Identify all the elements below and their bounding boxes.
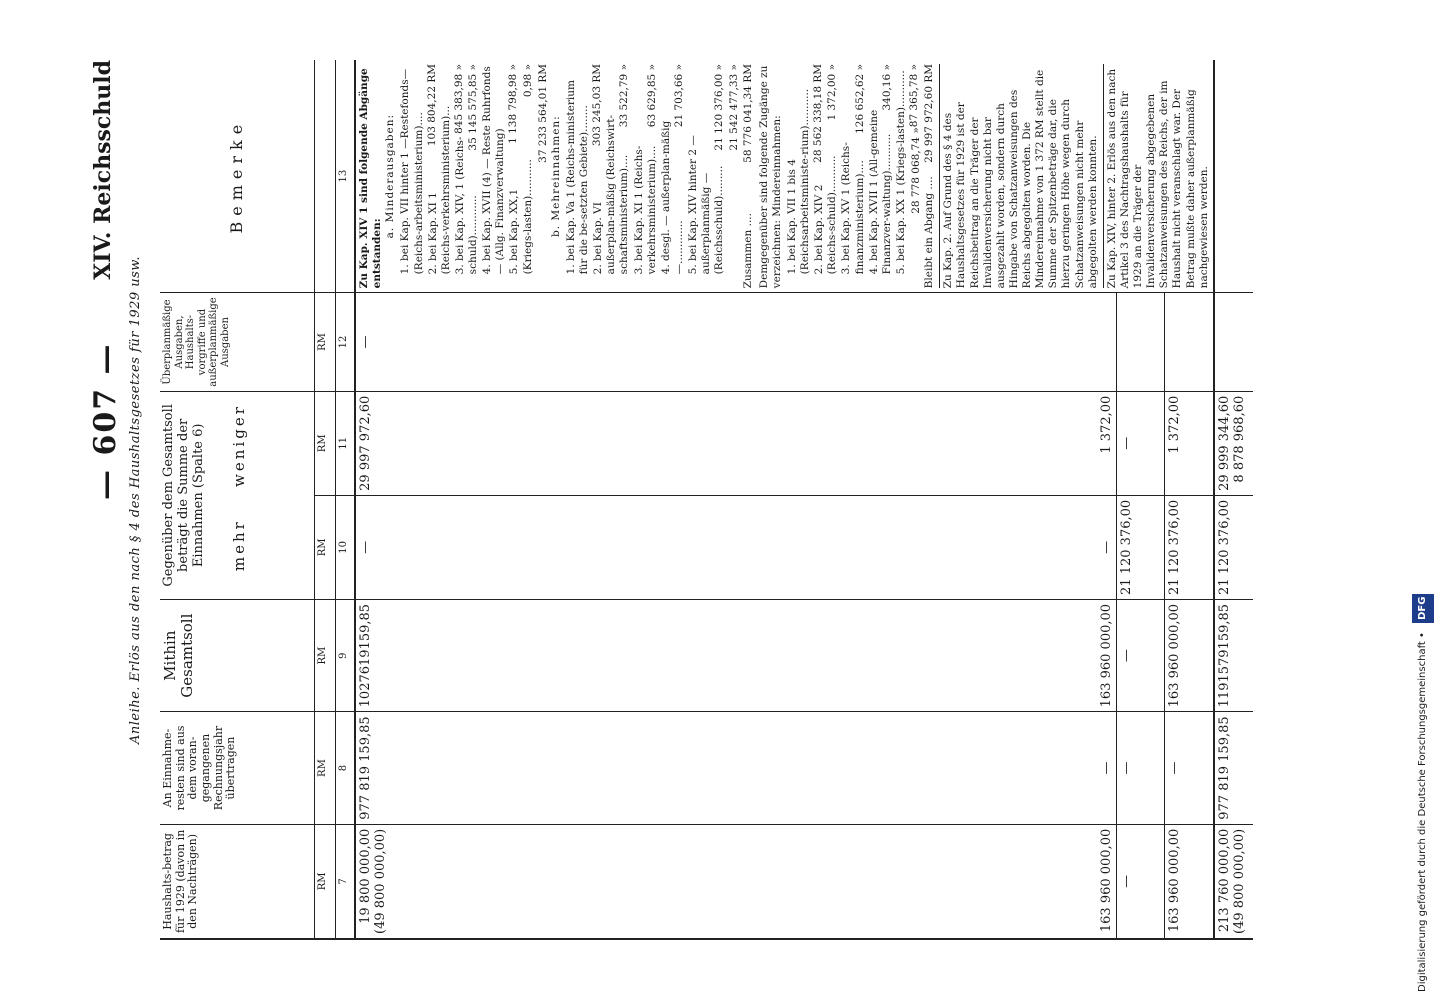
gtot-c8: 977 819 159,85	[1214, 712, 1253, 824]
tot-c10: 21 120 376,00	[1165, 495, 1214, 599]
remark-item-text: 3. bei Kap. XV 1 (Reichs-finanzministerium)....	[840, 142, 866, 275]
remarks-bleibt-value: 29 997 972,60 RM	[923, 64, 936, 163]
remark-item-value: 63 629,85 »	[645, 64, 658, 128]
remarks-zugaenge: Demgegenüber sind folgende Zugänge zu verzeichnen: Mindereinnahmen:	[757, 65, 783, 289]
remarks-b-heading: b. Mehreinnahmen:	[549, 115, 562, 238]
gtot-c7-cell	[1214, 824, 1253, 939]
page-number: — 607 —	[88, 342, 123, 500]
col-header-7: Haushalts-betrag für 1929 (davon in den Nachträgen)	[160, 824, 315, 939]
r1-c10: —	[355, 495, 425, 599]
remarks-a-heading: a. Minderausgaben:	[384, 113, 397, 239]
r2-c12	[425, 293, 1117, 391]
credit-text: Digitalisierung gefördert durch die Deutsche Forschungsgemeinschaft •	[1417, 632, 1428, 992]
remark-item-text: 2. bei Kap. VI außerplan-mäßig (Reichswirt-schaftsministerium)....	[592, 115, 631, 275]
remark-item-text: 3. bei Kap. XI 1 (Reichs-verkehrsministerium)....	[632, 145, 658, 275]
remark-item-text: 1. bei Kap. VII 1 bis 4 (Reichsarbeitsministe-rium)...........	[785, 88, 811, 275]
gtot-c12	[1214, 293, 1253, 391]
colnum-11: 11	[336, 391, 356, 495]
colnum-8: 8	[336, 712, 356, 824]
ledger-table	[160, 60, 1253, 940]
unit-12: RM	[315, 293, 336, 391]
tot-c12	[1165, 293, 1214, 391]
digitization-credit	[1412, 0, 1434, 1000]
col-header-10-11	[160, 391, 315, 599]
remarks-cell	[355, 60, 1214, 293]
remark-item-value: 1 372,00 »	[826, 64, 839, 121]
remark-item-value: 33 522,79 »	[618, 64, 631, 128]
remark-item	[564, 64, 604, 275]
table-row	[1214, 60, 1253, 939]
colnum-13: 13	[336, 60, 356, 293]
col-header-11: weniger	[229, 404, 248, 487]
remark-item-value: 126 652,62 »	[853, 64, 866, 134]
colnum-12: 12	[336, 293, 356, 391]
remark-item-value: 0,98 »	[521, 64, 534, 98]
unit-13	[315, 60, 336, 293]
r1-c12: —	[355, 293, 425, 391]
unit-9: RM	[315, 599, 336, 711]
unit-10: RM	[315, 495, 336, 599]
colnum-10: 10	[336, 495, 356, 599]
r3-c12	[1117, 293, 1165, 391]
remarks-divider	[939, 64, 940, 288]
gtot-c9: 1191579159,85	[1214, 599, 1253, 711]
gtot-c7b: (49 800 000,00)	[1231, 828, 1247, 934]
remark-item-text: 4. bei Kap. XVII (4) — Reste Ruhrfonds — (Allg. Finanzverwaltung)	[481, 66, 507, 275]
remarks-kap2: Zu Kap. 2. Auf Grund des § 4 des Haushaltsgesetzes für 1929 ist der Reichsbeitrag an die Träger der Invalidenversicherung nicht bar ausgezahlt worden, sondern durch Hingabe von Schatzanweisungen des Reichs abgegolten worden. Die Mindereinnahme von 1 372 RM stellt die Summe der Spitzenbeträge dar, die hierzu geringen Höhe wegen durch Schatzanweisungen nicht mehr abgegolten werden konnten.	[942, 69, 1099, 289]
r3-c10: 21 120 376,00	[1117, 495, 1165, 599]
unit-11: RM	[315, 391, 336, 495]
r1-c7b: (49 800 000,00)	[373, 828, 388, 934]
remark-item-value: 845 383,98 »	[452, 64, 465, 134]
remarks-b-sum: 21 542 477,33 »	[728, 64, 741, 151]
remark-item	[481, 64, 520, 275]
remark-item-text: 4. bei Kap. XVII 1 (All-gemeine Finanzver-waltung)...........	[867, 109, 893, 275]
remarks-kap14: Zu Kap. XIV, hinter 2. Erlös aus den nach Artikel 3 des Nachtragshaushalts für 1929 an die Träger der Invalidenversicherung abgegebenen Schatzanweisungen des Reichs, der im Haushalt nicht veranschlagt war. Der Betrag mußte daher außerplanmäßig nachgewiesen werden.	[1105, 68, 1210, 289]
remarks-bleibt-row	[923, 64, 936, 288]
r1-c11: 29 997 972,60	[355, 391, 425, 495]
remark-item-text: 1. bei Kap. VII hinter 1 —Restefonds—(Reichs-arbeitsministerium)....	[399, 68, 425, 275]
gtot-c11: 29 999 344,60	[1216, 395, 1232, 491]
colnum-9: 9	[336, 599, 356, 711]
remarks-intro: Zu Kap. XIV 1 sind folgende Abgänge entstanden:	[358, 68, 384, 289]
remark-item-text: 1. bei Kap. Va 1 (Reichs-ministerium für die be-setzten Gebiete)........	[564, 80, 590, 275]
remark-item-text: 5. bei Kap. XX 1 (Kriegs-lasten)...........	[894, 70, 907, 275]
tot-c11: 1 372,00	[1165, 391, 1214, 495]
remark-item-text: 4. desgl. — außerplan-mäßig —.............	[659, 120, 685, 275]
remarks-a-list	[399, 64, 534, 274]
remark-item	[868, 64, 894, 274]
remark-item-value: 28 562 338,18 RM	[812, 64, 825, 163]
remark-item-value: 103 804,22 RM	[425, 64, 438, 147]
remark-item	[687, 64, 726, 274]
r1-c9: 1027619159,85	[355, 599, 425, 711]
r2-c10: —	[425, 495, 1117, 599]
r3-c8: —	[1117, 712, 1165, 824]
tot-c7: 163 960 000,00	[1165, 824, 1214, 939]
col-header-8: An Einnahme-resten sind aus dem voran-gegangenen Rechnungsjahr übertragen	[160, 712, 315, 824]
r2-c11: 1 372,00	[425, 391, 1117, 495]
r3-c7: —	[1117, 824, 1165, 939]
remarks-b-list	[565, 64, 727, 274]
gtot-c11-cell	[1214, 391, 1253, 495]
remark-item-text: 3. bei Kap. XIV, 1 (Reichs-schuld)............	[453, 136, 479, 275]
r2-c7: 163 960 000,00	[425, 824, 1117, 939]
remark-item-value: 303 245,03 RM	[591, 64, 604, 147]
gtot-c13	[1214, 60, 1253, 293]
remark-item-text: 2. bei Kap. XIV 2 (Reichs-schuld)...........	[813, 155, 839, 275]
remarks-divider	[1103, 64, 1104, 288]
remarks-zusammen-row	[742, 64, 755, 288]
page-subtitle: Anleihe. Erlös aus den nach § 4 des Haushaltsgesetzes für 1929 usw.	[128, 255, 143, 745]
r3-c11: —	[1117, 391, 1165, 495]
remark-item-value: 1 138 798,98 »	[507, 64, 520, 144]
col-header-13: Bemerke	[160, 60, 315, 293]
remarks-a-sum: 37 233 564,01 RM	[536, 64, 549, 163]
remark-item-value: 87 365,78 »	[908, 64, 920, 128]
tot-c8: —	[1165, 712, 1214, 824]
r3-c9: —	[1117, 599, 1165, 711]
remarks-c-sum: 28 778 068,74 »	[910, 127, 922, 214]
remark-item	[840, 64, 866, 274]
gtot-c11b: 8 878 968,60	[1231, 395, 1247, 483]
remark-item-value: 21 703,66 »	[672, 64, 685, 128]
col-header-10: mehr	[229, 519, 248, 572]
remark-item-value: 340,16 »	[880, 64, 893, 111]
section-title: XIV. Reichsschuld	[90, 60, 116, 280]
remarks-bleibt: Bleibt ein Abgang ....	[923, 176, 936, 289]
remark-item-text: 2. bei Kap. XI 1 (Reichs-verkehrsministerium)...	[426, 105, 452, 275]
remark-item	[785, 64, 825, 275]
remark-item-value: 35 145 575,85 »	[467, 64, 479, 151]
col-header-10-11-title: Gegenüber dem Gesamtsoll beträgt die Summe der Einnahmen (Spalte 6)	[161, 404, 206, 587]
digitization-credit-text	[1412, 0, 1434, 1000]
gtot-c7: 213 760 000,00	[1216, 828, 1232, 933]
tot-c9: 163 960 000,00	[1165, 599, 1214, 711]
dfg-logo: DFG	[1412, 594, 1434, 623]
cell-c7	[355, 824, 425, 939]
remark-item	[633, 64, 659, 274]
unit-7: RM	[315, 824, 336, 939]
gtot-c10: 21 120 376,00	[1214, 495, 1253, 599]
r2-c9: 163 960 000,00	[425, 599, 1117, 711]
remark-item-value: 21 120 376,00 »	[713, 64, 726, 151]
remarks-zusammen-value: 58 776 041,34 RM	[741, 64, 754, 163]
col-header-9: Mithin Gesamtsoll	[160, 599, 315, 711]
remarks-zusammen: Zusammen ....	[741, 213, 754, 289]
colnum-7: 7	[336, 824, 356, 939]
r1-c8: 977 819 159,85	[355, 712, 425, 824]
remark-item	[399, 64, 438, 275]
table-row	[355, 60, 425, 939]
remark-item-text: 5. bei Kap. XIV hinter 2 — außerplanmäßig — (Reichsschuld).........	[687, 135, 726, 275]
r2-c8: —	[425, 712, 1117, 824]
remark-item	[660, 64, 686, 274]
col-header-12: Überplanmäßige Ausgaben, Haushalts-vorgriffe und außerplanmäßige Ausgaben	[160, 293, 315, 391]
unit-8: RM	[315, 712, 336, 824]
r1-c7: 19 800 000,00	[358, 828, 373, 924]
remark-item-text: 5. bei Kap. XX,1 (Kriegs-lasten)...........	[508, 159, 534, 275]
